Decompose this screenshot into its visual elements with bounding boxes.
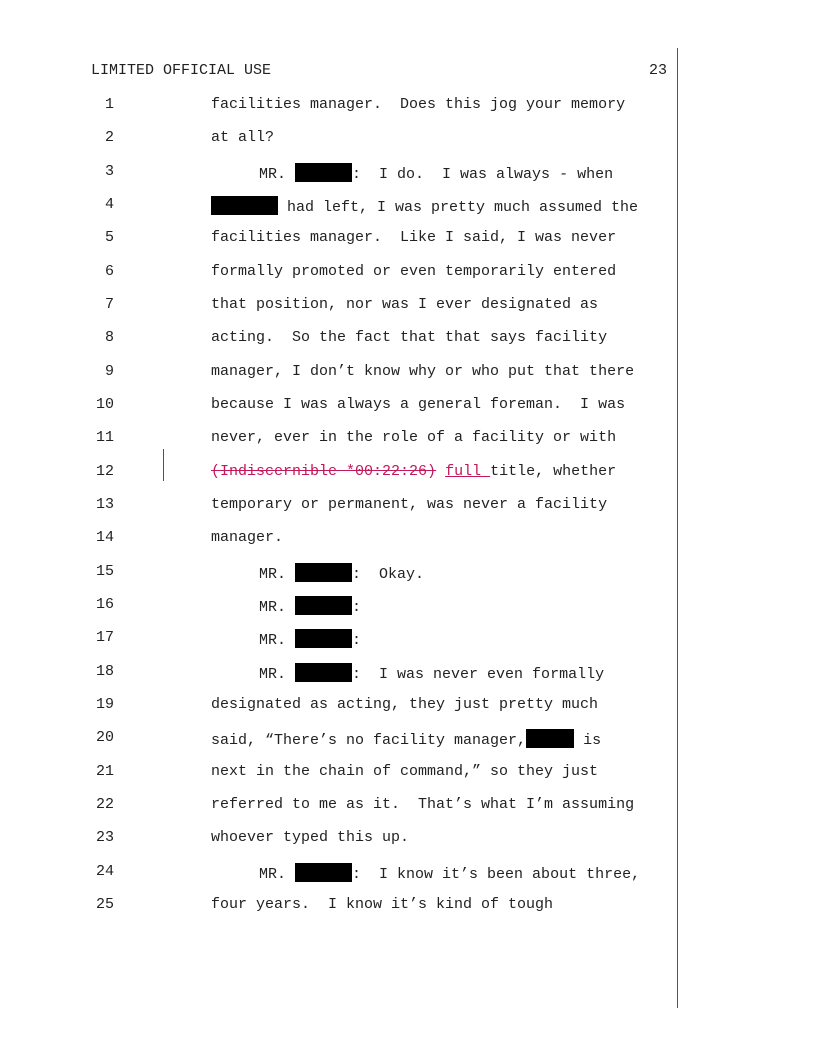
redaction-block [295,163,352,182]
transcript-line [0,329,676,351]
line-lead: said, “There’s no facility manager, [211,732,527,749]
inserted-text: full [445,463,491,480]
line-number: 25 [95,896,114,913]
transcript-line [0,796,676,818]
line-remainder: had left, I was pretty much assumed the [278,199,639,216]
line-text: designated as acting, they just pretty much [211,696,599,713]
line-number: 16 [95,596,114,613]
transcript-line [0,396,676,418]
line-number: 4 [104,196,114,213]
line-text [259,629,361,649]
line-text [259,596,361,616]
transcript-line [0,696,676,718]
line-text: formally promoted or even temporarily entered [211,263,617,280]
line-text [211,196,638,216]
transcript-line [0,729,676,751]
transcript-line [0,429,676,451]
speaker-title: MR. [259,166,287,183]
speaker-title: MR. [259,632,287,649]
line-remainder: : I was never even formally [352,666,605,683]
line-remainder: is [574,732,602,749]
redaction-block [295,663,352,682]
transcript-line [0,296,676,318]
line-text: referred to me as it. That’s what I’m assuming [211,796,635,813]
right-margin-rule [677,48,678,1008]
transcript-line [0,163,676,185]
line-remainder: : I know it’s been about three, [352,866,641,883]
transcript-line [0,363,676,385]
transcript-line [0,829,676,851]
transcript-line [0,763,676,785]
line-text: next in the chain of command,” so they just [211,763,599,780]
line-text: four years. I know it’s kind of tough [211,896,554,913]
speaker-title: MR. [259,666,287,683]
line-number: 15 [95,563,114,580]
line-number: 18 [95,663,114,680]
line-number: 23 [95,829,114,846]
line-number: 17 [95,629,114,646]
line-number: 9 [104,363,114,380]
speaker-title: MR. [259,599,287,616]
page-number: 23 [648,62,667,79]
transcript-line [0,463,676,485]
line-text: because I was always a general foreman. I was [211,396,626,413]
line-remainder: : [352,599,362,616]
transcript-line [0,529,676,551]
redaction-block [295,863,352,882]
transcript-line [0,896,676,918]
line-text [259,663,604,683]
speaker-title: MR. [259,866,287,883]
redaction-block [295,596,352,615]
line-remainder: : [352,632,362,649]
line-number: 13 [95,496,114,513]
line-text: facilities manager. Like I said, I was never [211,229,617,246]
line-number: 14 [95,529,114,546]
header-classification: LIMITED OFFICIAL USE [91,62,272,79]
line-number: 7 [104,296,114,313]
transcript-line [0,496,676,518]
line-number: 21 [95,763,114,780]
transcript-line [0,229,676,251]
line-number: 10 [95,396,114,413]
transcript-line [0,196,676,218]
line-text: that position, nor was I ever designated as [211,296,599,313]
redaction-block [295,629,352,648]
line-text [259,163,613,183]
line-number: 12 [95,463,114,480]
transcript-line [0,629,676,651]
redaction-block [211,196,278,215]
line-number: 20 [95,729,114,746]
transcript-line [0,96,676,118]
line-text: never, ever in the role of a facility or with [211,429,617,446]
transcript-line [0,663,676,685]
line-text: facilities manager. Does this jog your memory [211,96,626,113]
line-number: 1 [104,96,114,113]
deleted-text: (Indiscernible *00:22:26) [211,463,437,480]
line-number: 22 [95,796,114,813]
line-number: 6 [104,263,114,280]
redaction-block [295,563,352,582]
line-number: 24 [95,863,114,880]
line-number: 3 [104,163,114,180]
line-text: manager, I don’t know why or who put that there [211,363,635,380]
line-text [211,729,601,749]
line-text: whoever typed this up. [211,829,410,846]
line-text [259,863,640,883]
line-text: temporary or permanent, was never a facility [211,496,608,513]
line-number: 11 [95,429,114,446]
line-text: at all? [211,129,275,146]
transcript-line [0,596,676,618]
redaction-block [526,729,574,748]
line-remainder: : Okay. [352,566,425,583]
transcript-line [0,863,676,885]
line-number: 5 [104,229,114,246]
line-remainder: title, whether [490,463,617,480]
line-text: manager. [211,529,284,546]
line-number: 19 [95,696,114,713]
line-number: 8 [104,329,114,346]
line-remainder: : I do. I was always - when [352,166,614,183]
line-number: 2 [104,129,114,146]
line-text [259,563,424,583]
line-text [211,463,616,480]
transcript-line [0,263,676,285]
transcript-line [0,129,676,151]
line-text: acting. So the fact that that says facility [211,329,608,346]
transcript-line [0,563,676,585]
speaker-title: MR. [259,566,287,583]
